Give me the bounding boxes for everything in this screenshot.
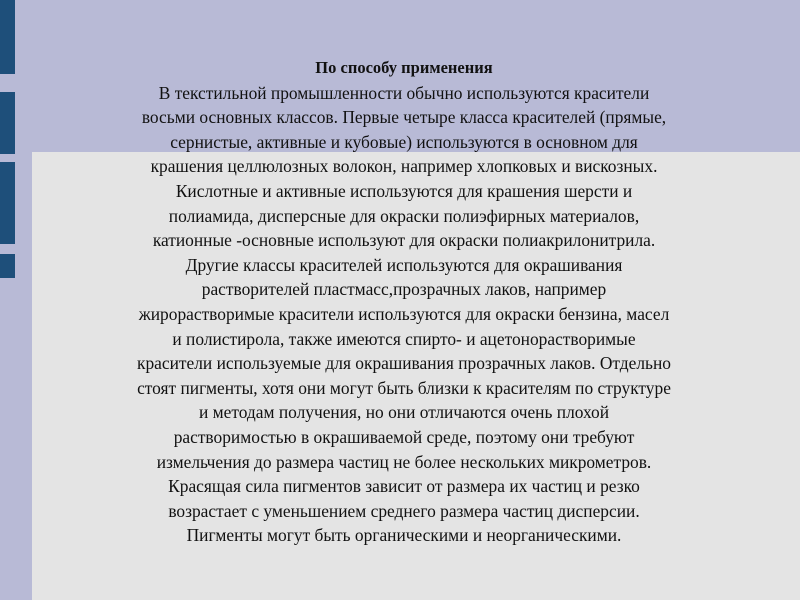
text-line-9: растворителей пластмасс,прозрачных лаков, например (201, 279, 607, 300)
text-line-16: измельчения до размера частиц не более нескольких микрометров. (156, 451, 652, 472)
text-line-17: Красящая сила пигментов зависит от размера их частиц и резко (168, 476, 640, 497)
text-line-3: сернистые, активные и кубовые) используются в основном для (170, 131, 638, 152)
text-line-4: крашения целлюлозных волокон, например хлопковых и вискозных. (150, 156, 658, 177)
text-line-11: и полистирола, также имеются спирто- и ацетонорастворимые (172, 328, 636, 349)
text-line-15: растворимостью в окрашиваемой среде, поэтому они требуют (173, 426, 635, 447)
text-line-13: стоят пигменты, хотя они могут быть близки к красителям по структуре (137, 377, 671, 398)
text-line-18: возрастает с уменьшением среднего размера частиц дисперсии. (168, 500, 640, 521)
text-line-10: жирорастворимые красители используются для окраски бензина, масел (138, 303, 670, 324)
text-line-12: красители используемые для окрашивания прозрачных лаков. Отдельно (137, 353, 671, 374)
slide-text (40, 56, 768, 548)
decorative-bar-1 (0, 0, 15, 74)
text-line-14: и методам получения, но они отличаются очень плохой (198, 402, 610, 423)
text-line-6: полиамида, дисперсные для окраски полиэфирных материалов, (168, 205, 640, 226)
text-line-7: катионные -основные используют для окраски полиакрилонитрила. (152, 230, 656, 251)
text-line-19: Пигменты могут быть органическими и неорганическими. (186, 525, 622, 546)
decorative-bar-2 (0, 92, 15, 154)
text-line-1: В текстильной промышленности обычно используются красители (158, 82, 650, 103)
text-line-8: Другие классы красителей используются для окрашивания (185, 254, 623, 275)
text-line-5: Кислотные и активные используются для крашения шерсти и (175, 180, 633, 201)
text-line-2: восьми основных классов. Первые четыре класса красителей (прямые, (141, 107, 667, 128)
decorative-bar-3 (0, 162, 15, 244)
slide-title: По способу применения (315, 58, 493, 77)
decorative-bar-4 (0, 254, 15, 278)
